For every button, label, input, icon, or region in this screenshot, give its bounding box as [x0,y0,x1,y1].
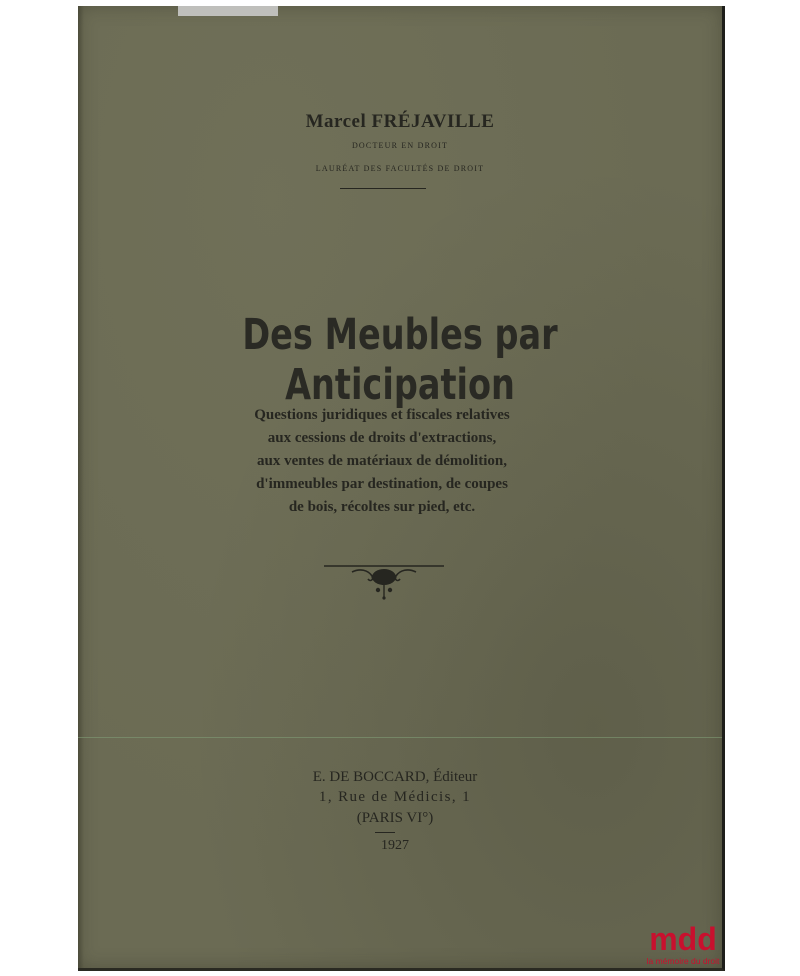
book-subtitle [228,404,536,519]
svg-text:mdd: mdd [649,921,717,957]
fold-line [78,737,722,738]
subtitle-line: aux ventes de matériaux de démolition, [257,453,507,469]
author-credential: LAURÉAT DES FACULTÉS DE DROIT [315,164,485,173]
divider-rule [375,832,395,833]
publisher-name: E. DE BOCCARD, Éditeur [312,769,478,785]
subtitle-line: Questions juridiques et fiscales relatives [254,407,510,423]
publisher-city: (PARIS VI°) [356,810,434,826]
svg-text:la mémoire du droit: la mémoire du droit [646,956,720,966]
author-credential: DOCTEUR EN DROIT [351,141,449,150]
subtitle-line: de bois, récoltes sur pied, etc. [288,499,476,515]
ornament-icon [322,560,446,602]
worn-label [178,6,278,16]
subtitle-line: aux cessions de droits d'extractions, [267,430,497,446]
author-name: Marcel FRÉJAVILLE [305,111,495,132]
mdd-logo-icon [640,918,726,968]
publication-year: 1927 [381,838,409,853]
subtitle-line: d'immeubles par destination, de coupes [256,476,508,492]
publisher-address: 1, Rue de Médicis, 1 [318,789,472,805]
book-title: Des Meubles par Anticipation [242,310,558,410]
spine-shadow [78,6,84,968]
divider-rule [340,188,426,189]
